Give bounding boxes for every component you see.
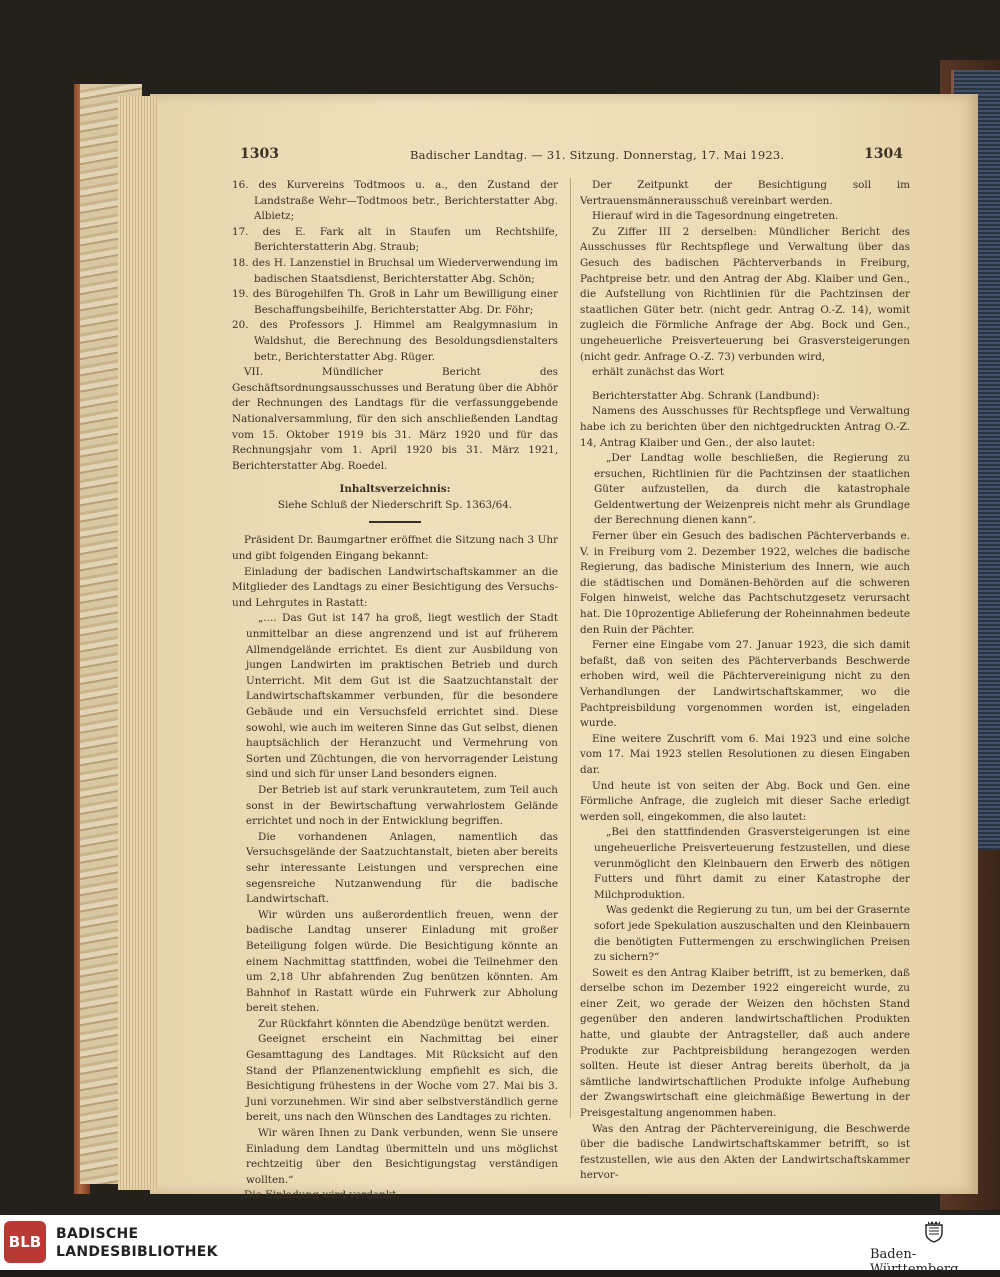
paragraph: Namens des Ausschusses für Rechtspflege und Verwaltung habe ich zu berichten über den nichtgedruckten Antrag O.-Z. 14, Antrag Klaiber und Gen., der also lautet: [580, 405, 910, 449]
paragraph: Hierauf wird in die Tagesordnung eingetreten. [592, 210, 839, 223]
paragraph: 16. des Kurvereins Todtmoos u. a., den Zustand der Landstraße Wehr—Todtmoos betr., Berichterstatter Abg. Albietz; [232, 179, 558, 223]
paragraph: Inhaltsverzeichnis: [339, 483, 451, 496]
paragraph: Ferner über ein Gesuch des badischen Pächterverbands e. V. in Freiburg vom 2. Dezember 1922, welches die badische Regierung, das badische Ministerium des Innern, wie auch die städtischen und Domänen-Behörden auf die schweren Folgen hinweist, welche das Pachtschutzgesetz verursacht hat. Die 10prozentige Ablieferung der Roheinnahmen bedeute den Ruin der Pächter. [580, 530, 910, 636]
paragraph: Zur Rückfahrt könnten die Abendzüge benützt werden. [258, 1017, 550, 1030]
paragraph: Soweit es den Antrag Klaiber betrifft, ist zu bemerken, daß derselbe schon im Dezember 1922 eingereicht wurde, zu einer Zeit, wo gerade der Weizen den höchsten Stand gegenüber den anderen landwirtschaftlichen Produkten hatte, und glaubte der Antragsteller, daß auch andere Produkte zur Pachtpreisbildung herangezogen werden sollten. Heute ist dieser Antrag bereits überholt, da ja sämtliche landwirtschaftlichen Produkte infolge Aufhebung der Zwangswirtschaft eine gleichmäßige Bewertung in der Preisgestaltung angenommen haben. [580, 966, 910, 1120]
page-header [0, 146, 1000, 166]
paragraph: Wir würden uns außerordentlich freuen, wenn der badische Landtag unserer Einladung mit großer Beteiligung folgen würde. Die Besichtigung könnte an einem Nachmittag stattfinden, wobei die Teilnehmer den um 2,18 Uhr abfahrenden Zug benützen könnten. Am Bahnhof in Rastatt würde ein Fuhrwerk zur Abholung bereit stehen. [246, 908, 558, 1015]
page-number-left: 1303 [240, 146, 279, 162]
library-name-line1: BADISCHE [56, 1226, 139, 1242]
paragraph: 18. des H. Lanzenstiel in Bruchsal um Wiederverwendung im badischen Staatsdienst, Berichterstatter Abg. Schön; [232, 256, 558, 285]
footer-bar [0, 1215, 1000, 1277]
library-name[interactable] [56, 1225, 218, 1261]
paragraph: Berichterstatter Abg. Schrank (Landbund): [592, 389, 820, 402]
paragraph: erhält zunächst das Wort [592, 366, 725, 379]
paragraph: Die vorhandenen Anlagen, namentlich das Versuchsgelände der Saatzuchtanstalt, bieten aber bereits sehr interessante Leistungen und versprechen eine segensreiche Nutzanwendung für die badische Landwirtschaft. [246, 830, 558, 906]
paragraph: „Bei den stattfindenden Grasversteigerungen ist eine ungeheuerliche Preisverteuerung festzustellen, und diese verunmöglicht den Kleinbauern den Erwerb des nötigen Futters und führt damit zu einer Katastrophe der Milchproduktion. [594, 826, 910, 901]
paragraph: Eine weitere Zuschrift vom 6. Mai 1923 und eine solche vom 17. Mai 1923 stellen Resolutionen zu diesen Eingaben dar. [580, 732, 910, 776]
separator-rule [369, 521, 421, 523]
column-divider [570, 178, 571, 1118]
paragraph: Und heute ist von seiten der Abg. Bock und Gen. eine Förmliche Anfrage, die zugleich mit dieser Sache erledigt werden soll, eingekommen, die also lautet: [580, 779, 910, 823]
paragraph: Zu Ziffer III 2 derselben: Mündlicher Bericht des Ausschusses für Rechtspflege und Verwaltung über das Gesuch des badischen Pächterverbands in Freiburg, Pachtpreise betr. und den Antrag der Abg. Klaiber und Gen., die Aufstellung von Richtlinien für die Pachtzinsen der staatlichen Güter betr. (nicht gedr. Antrag O.-Z. 14), womit zugleich die Förmliche Anfrage der Abg. Bock und Gen., ungeheuerliche Preisverteuerung bei Grasversteigerungen (nicht gedr. Anfrage O.-Z. 73) verbunden wird, [580, 225, 910, 363]
paragraph: Wir wären Ihnen zu Dank verbunden, wenn Sie unsere Einladung dem Landtag übermitteln und uns möglichst rechtzeitig über den Besichtigungstag verständigen wollten.“ [246, 1127, 558, 1186]
paragraph: 17. des E. Fark alt in Staufen um Rechtshilfe, Berichterstatterin Abg. Straub; [232, 225, 558, 254]
page-number-right: 1304 [864, 146, 903, 162]
paragraph: Die Einladung wird verdankt. [244, 1189, 400, 1202]
paragraph: Was gedenkt die Regierung zu tun, um bei der Grasernte sofort jede Spekulation auszuschalten und den Kleinbauern die benötigten Futtermengen zu erschwinglichen Preisen zu sichern?“ [594, 904, 910, 964]
paragraph: Ferner eine Eingabe vom 27. Januar 1923, die sich damit befaßt, daß von seiten des Pächterverbands Beschwerde erhoben wird, weil die Pächtervereinigung nicht zu den Verhandlungen der Landwirtschaftskammer, wo die Pachtpreisbildung vorgenommen worden ist, eingeladen wurde. [580, 639, 910, 730]
page-stack-edge [118, 96, 158, 1190]
paragraph: Der Zeitpunkt der Besichtigung soll im Vertrauensmännerausschuß vereinbart werden. [580, 179, 910, 207]
spacer [232, 474, 558, 482]
right-column [580, 178, 910, 1184]
paragraph: Präsident Dr. Baumgartner eröffnet die Sitzung nach 3 Uhr und gibt folgenden Eingang bekannt: [232, 534, 558, 563]
paragraph: 20. des Professors J. Himmel am Realgymnasium in Waldshut, die Berechnung des Besoldungsdienstalters betr., Berichterstatter Abg. Rüger. [232, 319, 558, 363]
paragraph: Was den Antrag der Pächtervereinigung, die Beschwerde über die badische Landwirtschaftskammer betrifft, so ist festzustellen, wie aus den Akten der Landwirtschaftskammer hervor- [580, 1122, 910, 1182]
paragraph: Einladung der badischen Landwirtschaftskammer an die Mitglieder des Landtags zu einer Besichtigung des Versuchs- und Lehrgutes in Rastatt: [232, 565, 558, 609]
coat-of-arms-icon [924, 1219, 944, 1243]
paragraph: Geeignet erscheint ein Nachmittag bei einer Gesamttagung des Landtages. Mit Rücksicht auf den Stand der Pflanzenentwicklung empfiehlt es sich, die Besichtigung frühestens in der Woche vom 27. Mai bis 3. Juni vorzunehmen. Wir sind aber selbstverständlich gerne bereit, uns nach den Wünschen des Landtages zu richten. [246, 1033, 558, 1124]
running-title: Badischer Landtag. — 31. Sitzung. Donnerstag, 17. Mai 1923. [410, 148, 785, 162]
paragraph: VII. Mündlicher Bericht des Geschäftsordnungsausschusses und Beratung über die Abhör der Rechnungen des Landtags für die verfassunggebende Nationalversammlung, für den sich anschließenden Landtag vom 15. Oktober 1919 bis 31. März 1920 und für das Rechnungsjahr vom 1. April 1920 bis 31. März 1921, Berichterstatter Abg. Roedel. [232, 366, 558, 472]
left-column [232, 178, 558, 1204]
paragraph: Der Betrieb ist auf stark verunkrautetem, zum Teil auch sonst in der Bewirtschaftung verwahrlostem Gelände errichtet und noch in der Entwicklung begriffen. [246, 783, 558, 828]
paragraph: „.... Das Gut ist 147 ha groß, liegt westlich der Stadt unmittelbar an diese angrenzend und ist auf früherem Allmendgelände errichtet. Es dient zur Ausbildung von jungen Landwirten im praktischen Betrieb und durch Unterricht. Mit dem Gut ist die Saatzuchtanstalt der Landwirtschaftskammer verbunden, für die besondere Gebäude und ein Versuchsfeld errichtet sind. Diese sowohl, wie auch im weiteren Sinne das Gut selbst, dienen hauptsächlich der Heranzucht und Vermehrung von Sorten und Züchtungen, die von hervorragender Leistung sind und sich für unser Land besonders eignen. [246, 612, 558, 781]
paragraph: „Der Landtag wolle beschließen, die Regierung zu ersuchen, Richtlinien für die Pachtzinsen der staatlichen Güter aufzustellen, da durch die katastrophale Geldentwertung der Weizenpreis nicht mehr als Grundlage der Berechnung dienen kann“. [594, 452, 910, 527]
library-name-line2: LANDESBIBLIOTHEK [56, 1244, 218, 1260]
state-name[interactable]: Baden-Württemberg [870, 1247, 959, 1277]
paragraph: 19. des Bürogehilfen Th. Groß in Lahr um Bewilligung einer Beschaffungsbeihilfe, Berichterstatter Abg. Dr. Föhr; [232, 288, 558, 316]
blb-logo[interactable]: BLB [4, 1221, 46, 1263]
paragraph: Siehe Schluß der Niederschrift Sp. 1363/64. [277, 498, 513, 511]
spacer [580, 381, 910, 389]
